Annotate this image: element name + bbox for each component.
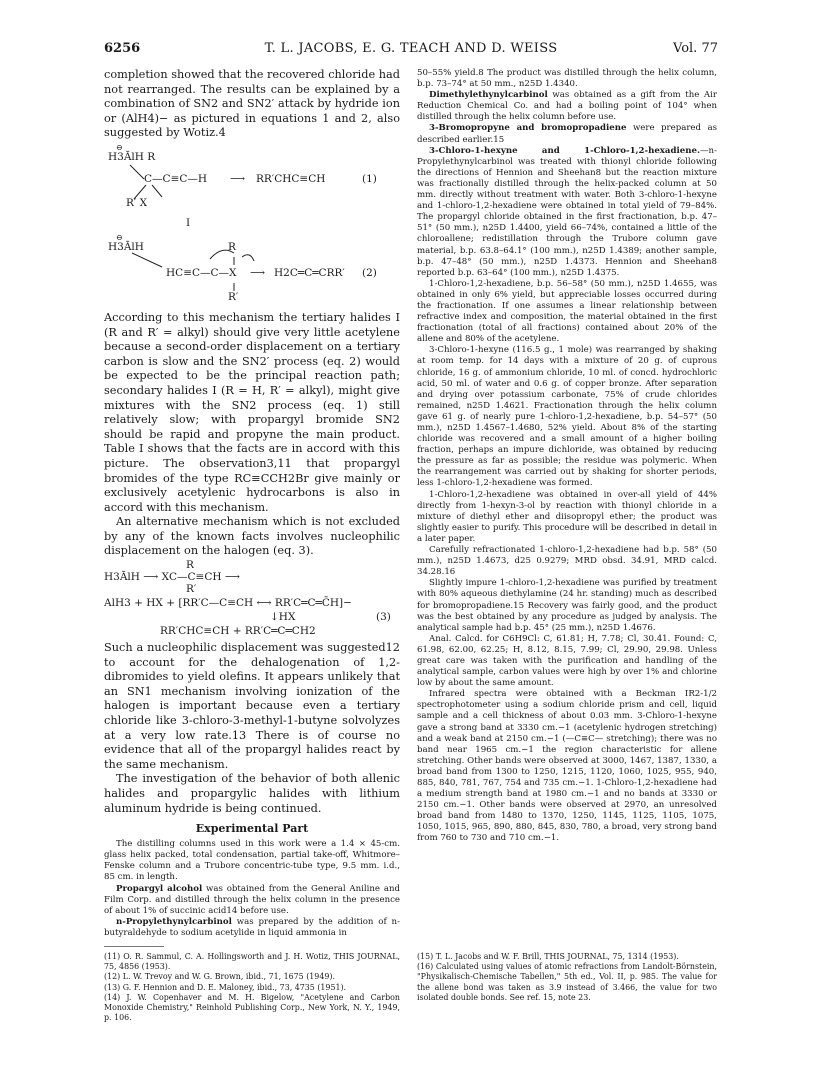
paragraph-alternative-mechanism: An alternative mechanism which is not excluded by any of the known facts involves nucleophilic displacement on the halogen (eq. 3). xyxy=(104,515,400,558)
paragraph-rearrangement: 3-Chloro-1-hexyne (116.5 g., 1 mole) was rearranged by shaking at room temp. for 14 days with a mixture of 20 g. of cuprous chloride, 16 g. of ammonium chloride, 10 ml. of concd. hydrochloric acid, 50 ml. of water and 0.6 g. of copper bronze. After separation and drying over potassium carbonate, 75% of crude chlorides remained, n25D 1.4621. Fractionation through the helix column gave 61 g. of nearly pure 1-chloro-1,2-hexadiene, b.p. 54–57° (50 mm.), n25D 1.4567–1.4680, 52% yield. About 8% of the starting chloride was recovered and a small amount of a higher boiling fraction, perhaps an impure dichloride, was obtained by reducing the pressure as far as possible; the residue was polymeric. When the rearrangement was carried out by shaking for shorter periods, less 1-chloro-1,2-hexadiene was formed. xyxy=(417,345,717,489)
footnote-14: (14) J. W. Copenhaver and M. H. Bigelow, "Acetylene and Carbon Monoxide Chemistry," Reinhold Publishing Corp., New York, N. Y., 1949, p. 106. xyxy=(104,992,400,1023)
running-head xyxy=(104,41,718,59)
scheme-product-1: RR′CHC≡CH xyxy=(256,172,326,185)
footnote-11: (11) O. R. Sammul, C. A. Hollingsworth and J. H. Wotiz, THIS JOURNAL, 75, 4856 (1953). xyxy=(104,952,400,972)
reaction-scheme-eq3 xyxy=(104,559,400,641)
equation-number-2: (2) xyxy=(362,266,377,279)
hydride-charge-2: ⊖ xyxy=(116,232,123,242)
paragraph-tertiary-halides: According to this mechanism the tertiary halides I (R and R′ = alkyl) should give very little acetylene because a second-order displacement on a tertiary carbon is slow and the SN2′ process (eq. 2) would be expected to be the principal reaction path; secondary halides I (R = H, R′ = alkyl), might give mixtures with the SN2 process (eq. 1) still relatively slow; with propargyl bromide SN2 should be rapid and propyne the main product. Table I shows that the facts are in accord with this picture. The observation3,11 that propargyl bromides of the type RC≡CCH2Br give mainly or exclusively acetylenic hydrocarbons is also in accord with this mechanism. xyxy=(104,310,400,514)
scheme-alkyne-2: HC≡C—C—X xyxy=(166,266,237,279)
heading-propargyl-alcohol: Propargyl alcohol xyxy=(116,883,203,894)
paragraph-bromopropyne xyxy=(417,123,717,145)
scheme-arrow-2: ⟶ xyxy=(250,266,266,279)
footnotes-right xyxy=(417,952,717,1003)
footnote-12: (12) L. W. Trevoy and W. G. Brown, ibid., 71, 1675 (1949). xyxy=(104,972,335,982)
footnotes-left xyxy=(104,952,400,1023)
paragraph-chlorohexadiene-yield: 1-Chloro-1,2-hexadiene, b.p. 56–58° (50 mm.), n25D 1.4655, was obtained in only 6% yield, but appreciable losses occurred during the fractionation. If one assumes a linear relationship between refractive index and composition, the material obtained in the first fractionation (total of all fractions) contained about 20% of the allene and 80% of the acetylene. xyxy=(417,278,717,345)
paragraph-infrared: Infrared spectra were obtained with a Beckman IR2-1/2 spectrophotometer using a sodium chloride prism and cell, liquid sample and a cell thickness of about 0.03 mm. 3-Chloro-1-hexyne gave a strong band at 3330 cm.−1 (acetylenic hydrogen stretching) and a weak band at 2150 cm.−1 (—C≡C— stretching); there was no band near 1965 cm.−1 the region characteristic for allene stretching. Other bands were observed at 3000, 1467, 1387, 1330, a broad band from 1300 to 1250, 1215, 1120, 1060, 1025, 955, 940, 885, 840, 781, 767, 754 and 735 cm.−1. 1-Chloro-1,2-hexadiene had a medium strength band at 1980 cm.−1 and no bands at 3330 or 2150 cm.−1. Other bands were observed at 2970, an unresolved broad band from 1480 to 1370, 1250, 1145, 1125, 1105, 1075, 1050, 1015, 965, 890, 880, 845, 830, 780, a broad, very strong band from 760 to 730 and 710 cm.−1. xyxy=(417,689,717,844)
paragraph-chlorohexyne xyxy=(417,146,717,279)
paragraph-carbinol-yield: 50–55% yield.8 The product was distilled through the helix column, b.p. 73–74° at 50 mm., n25D 1.4340. xyxy=(417,68,717,90)
scheme3-r: R xyxy=(186,559,194,572)
scheme3-rprime: R′ xyxy=(186,583,197,596)
paragraph-propargyl-alcohol xyxy=(104,884,400,917)
paragraph-propylethynylcarbinol xyxy=(104,917,400,938)
paragraph-refractionated: Carefully refractionated 1-chloro-1,2-hexadiene had b.p. 58° (50 mm.), n25D 1.4673, d25 0.9279; MRD obsd. 34.91, MRD calcd. 34.28.16 xyxy=(417,545,717,578)
text-propargyl-alcohol: was obtained from the General Aniline and Film Corp. and distilled through the helix column in the presence of about 1% of succinic acid14 before use. xyxy=(104,883,400,916)
paragraph-nucleophilic-displacement: Such a nucleophilic displacement was suggested12 to account for the dehalogenation of 1,2-dibromides to yield olefins. It appears unlikely that an SN1 mechanism involving ionization of the halogen is important because even a tertiary chloride like 3-chloro-3-methyl-1-butyne solvolyzes at a very low rate.13 There is of course no evidence that all of the propargyl halides react by the same mechanism. xyxy=(104,641,400,771)
paragraph-distilling-columns: The distilling columns used in this work were a 1.4 × 45-cm. glass helix packed, total condensation, partial take-off, Whitmore–Fenske column and a Trubore concentric-tube type, 9.5 mm. i.d., 85 cm. in length. xyxy=(104,839,400,883)
footnote-16: (16) Calculated using values of atomic refractions from Landolt-Börnstein, "Physikalisch-Chemische Tabellen," 5th ed., Vol. II, p. 985. The value for the allene bond was taken as 3.9 instead of 3.466, the value for two isolated double bonds. See ref. 15, note 23. xyxy=(417,962,717,1002)
footnote-13: (13) G. F. Hennion and D. E. Maloney, ibid., 73, 4735 (1951). xyxy=(104,982,347,992)
running-head-authors: T. L. JACOBS, E. G. TEACH AND D. WEISS xyxy=(264,41,558,56)
scheme-alkyne-1: C—C≡C—H xyxy=(144,172,208,185)
scheme-product-2: H2C═C═CRR′ xyxy=(274,266,345,279)
equation-number-3: (3) xyxy=(376,611,391,624)
paragraph-overall-yield: 1-Chloro-1,2-hexadiene was obtained in over-all yield of 44% directly from 1-hexyn-3-ol by reaction with thionyl chloride in a mixture of diethyl ether and diisopropyl ether; the product was slightly easier to purify. This procedure will be described in detail in a later paper. xyxy=(417,489,717,544)
text-propylethynylcarbinol: was prepared by the addition of n-butyraldehyde to sodium acetylide in liquid ammonia in xyxy=(104,916,400,938)
heading-bromopropyne: 3-Bromopropyne and bromopropadiene xyxy=(429,123,627,134)
scheme3-line1: H3ĀlH ⟶ XC—C≡CH ⟶ xyxy=(104,571,240,584)
left-column xyxy=(104,68,400,938)
volume-number: Vol. 77 xyxy=(673,41,718,56)
scheme-h3alh-2: H3ĀlH xyxy=(108,240,144,253)
text-chlorohexyne: —n-Propylethynylcarbinol was treated with thionyl chloride following the directions of Hennion and Sheehan8 but the reaction mixture was fractionally distilled through the helix-packed column at 50 mm. directly without treatment with water. Both 3-chloro-1-hexyne and 1-chloro-1,2-hexadiene were obtained in total yield of 79–84%. The propargyl chloride obtained in the first fractionation, b.p. 47–51° (50 mm.), n25D 1.4400, yield 66–74%, contained a little of the chloroallene; redistillation through the Trubore column gave material, b.p. 63.8–64.1° (100 mm.), n25D 1.4389; another sample, b.p. 47–48° (50 mm.), n25D 1.4373. Hennion and Sheehan8 reported b.p. 63–64° (100 mm.), n25D 1.4375. xyxy=(417,145,717,278)
scheme-rprime-2: R′ xyxy=(228,290,239,303)
hydride-charge: ⊖ xyxy=(116,142,123,152)
heading-dimethylethynylcarbinol: Dimethylethynylcarbinol xyxy=(429,90,548,101)
heading-propylethynylcarbinol: n-Propylethynylcarbinol xyxy=(116,916,232,927)
paragraph-investigation: The investigation of the behavior of both allenic halides and propargylic halides with lithium aluminum hydride is being continued. xyxy=(104,772,400,815)
scheme-r-2: R xyxy=(228,240,236,253)
reaction-scheme-eq1-eq2 xyxy=(104,141,400,311)
scheme3-line3: RR′CHC≡CH + RR′C═C═CH2 xyxy=(160,625,316,638)
scheme3-hx: ↓HX xyxy=(270,611,296,624)
footnote-15: (15) T. L. Jacobs and W. F. Brill, THIS JOURNAL, 75, 1314 (1953). xyxy=(417,952,679,961)
equation-number-1: (1) xyxy=(362,172,377,185)
heading-chlorohexyne: 3-Chloro-1-hexyne and 1-Chloro-1,2-hexadiene. xyxy=(429,145,700,156)
paragraph-analysis: Anal. Calcd. for C6H9Cl: C, 61.81; H, 7.78; Cl, 30.41. Found: C, 61.98, 62.00, 62.25; H, 8.12, 8.15, 7.99; Cl, 29.90, 29.98. Unless great care was taken with the purification and handling of the analytical sample, carbon values were high by over 1% and chlorine low by about the same amount. xyxy=(417,633,717,689)
section-title-experimental: Experimental Part xyxy=(195,822,309,836)
scheme-arrow-1: ⟶ xyxy=(230,172,246,185)
scheme3-line2: AlH3 + HX + [RR′C—C≡CH ⟷ RR′C═C═C̄H]− xyxy=(104,597,352,610)
paragraph-mechanism-intro: completion showed that the recovered chloride had not rearranged. The results can be explained by a combination of SN2 and SN2′ attack by hydride ion or (AlH4)− as pictured in equations 1 and 2, also suggested by Wotiz.4 xyxy=(104,68,400,140)
paragraph-dimethylethynylcarbinol xyxy=(417,90,717,123)
footnote-rule-left xyxy=(104,946,164,947)
text-bromopropyne: were prepared as described earlier.15 xyxy=(417,123,717,145)
page-number: 6256 xyxy=(104,41,141,56)
scheme-h3alh-1: H3ĀlH R xyxy=(108,150,156,163)
text-dimethylethynylcarbinol: was obtained as a gift from the Air Reduction Chemical Co. and had a boiling point of 104° when distilled through the helix column before use. xyxy=(417,90,717,123)
compound-label-I: I xyxy=(186,216,191,229)
paragraph-purification: Slightly impure 1-chloro-1,2-hexadiene was purified by treatment with 80% aqueous diethylamine (24 hr. standing) much as described for bromopropadiene.15 Recovery was fairly good, and the product was the best obtained by any procedure as judged by analysis. The analytical sample had b.p. 45° (25 mm.), n25D 1.4676. xyxy=(417,578,717,633)
scheme-bonds xyxy=(104,141,400,311)
scheme-substituents-1: R′ X xyxy=(126,196,148,209)
right-column xyxy=(417,68,717,938)
